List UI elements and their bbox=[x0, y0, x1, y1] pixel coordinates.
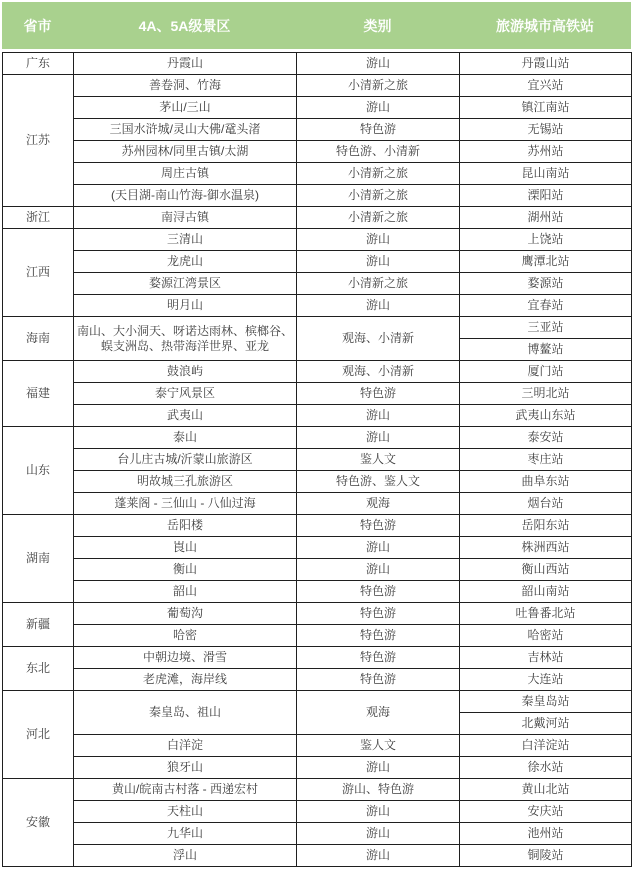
scenic-cell: 韶山 bbox=[74, 581, 297, 603]
category-cell: 游山 bbox=[297, 559, 460, 581]
header-col-category: 类别 bbox=[363, 17, 392, 34]
table-row bbox=[3, 405, 632, 427]
category-cell: 观海、小清新 bbox=[297, 361, 460, 383]
station-cell: 徐水站 bbox=[460, 757, 632, 779]
province-cell: 浙江 bbox=[3, 207, 74, 229]
station-cell: 韶山南站 bbox=[460, 581, 632, 603]
category-cell: 观海、小清新 bbox=[297, 317, 460, 361]
table-header bbox=[2, 2, 631, 49]
table-row bbox=[3, 449, 632, 471]
scenic-cell: 浮山 bbox=[74, 845, 297, 867]
province-cell: 广东 bbox=[3, 53, 74, 75]
scenic-cell: 葡萄沟 bbox=[74, 603, 297, 625]
station-cell: 烟台站 bbox=[460, 493, 632, 515]
table-row bbox=[3, 669, 632, 691]
table-row bbox=[3, 779, 632, 801]
table-row bbox=[3, 559, 632, 581]
scenic-cell: 黄山/皖南古村落 - 西递宏村 bbox=[74, 779, 297, 801]
category-cell: 特色游 bbox=[297, 603, 460, 625]
category-cell: 鉴人文 bbox=[297, 449, 460, 471]
station-cell: 三明北站 bbox=[460, 383, 632, 405]
table-row bbox=[3, 515, 632, 537]
province-cell: 东北 bbox=[3, 647, 74, 691]
category-cell: 小清新之旅 bbox=[297, 207, 460, 229]
scenic-cell: 丹霞山 bbox=[74, 53, 297, 75]
station-cell: 岳阳东站 bbox=[460, 515, 632, 537]
category-cell: 特色游、小清新 bbox=[297, 141, 460, 163]
province-cell: 河北 bbox=[3, 691, 74, 779]
table-row bbox=[3, 207, 632, 229]
station-cell: 昆山南站 bbox=[460, 163, 632, 185]
category-cell: 观海 bbox=[297, 691, 460, 735]
station-cell: 鹰潭北站 bbox=[460, 251, 632, 273]
table-row bbox=[3, 471, 632, 493]
scenic-cell: 南山、大小洞天、呀诺达雨林、槟榔谷、蜈支洲岛、热带海洋世界、亚龙 bbox=[74, 317, 297, 361]
station-cell: 苏州站 bbox=[460, 141, 632, 163]
category-cell: 特色游、鉴人文 bbox=[297, 471, 460, 493]
data-table bbox=[2, 52, 632, 867]
table-body bbox=[3, 53, 632, 867]
table-row bbox=[3, 493, 632, 515]
category-cell: 游山 bbox=[297, 845, 460, 867]
station-cell: 丹霞山站 bbox=[460, 53, 632, 75]
table-row bbox=[3, 801, 632, 823]
station-cell: 株洲西站 bbox=[460, 537, 632, 559]
category-cell: 游山 bbox=[297, 295, 460, 317]
category-cell: 小清新之旅 bbox=[297, 185, 460, 207]
station-cell: 溧阳站 bbox=[460, 185, 632, 207]
scenic-cell: 秦皇岛、祖山 bbox=[74, 691, 297, 735]
province-cell: 江西 bbox=[3, 229, 74, 317]
station-cell: 秦皇岛站 bbox=[460, 691, 632, 713]
province-cell: 新疆 bbox=[3, 603, 74, 647]
scenic-cell: 南浔古镇 bbox=[74, 207, 297, 229]
station-cell: 无锡站 bbox=[460, 119, 632, 141]
table-row bbox=[3, 273, 632, 295]
category-cell: 游山 bbox=[297, 97, 460, 119]
table-row bbox=[3, 383, 632, 405]
station-cell: 吉林站 bbox=[460, 647, 632, 669]
station-cell: 曲阜东站 bbox=[460, 471, 632, 493]
station-cell: 安庆站 bbox=[460, 801, 632, 823]
scenic-cell: 鼓浪屿 bbox=[74, 361, 297, 383]
category-cell: 游山 bbox=[297, 801, 460, 823]
scenic-cell: 明月山 bbox=[74, 295, 297, 317]
table-row bbox=[3, 229, 632, 251]
station-cell: 泰安站 bbox=[460, 427, 632, 449]
scenic-cell: 苏州园林/同里古镇/太湖 bbox=[74, 141, 297, 163]
category-cell: 游山 bbox=[297, 757, 460, 779]
table-row bbox=[3, 735, 632, 757]
station-cell: 博鳌站 bbox=[460, 339, 632, 361]
table-row bbox=[3, 845, 632, 867]
category-cell: 游山 bbox=[297, 823, 460, 845]
category-cell: 游山 bbox=[297, 537, 460, 559]
scenic-cell: 岳阳楼 bbox=[74, 515, 297, 537]
scenic-cell: 善卷洞、竹海 bbox=[74, 75, 297, 97]
scenic-cell: 三国水浒城/灵山大佛/鼋头渚 bbox=[74, 119, 297, 141]
table-row bbox=[3, 625, 632, 647]
station-cell: 白洋淀站 bbox=[460, 735, 632, 757]
table-row bbox=[3, 97, 632, 119]
scenic-cell: 三清山 bbox=[74, 229, 297, 251]
station-cell: 池州站 bbox=[460, 823, 632, 845]
category-cell: 游山 bbox=[297, 405, 460, 427]
table-row bbox=[3, 691, 632, 713]
station-cell: 厦门站 bbox=[460, 361, 632, 383]
station-cell: 哈密站 bbox=[460, 625, 632, 647]
scenic-cell: 老虎滩，海岸线 bbox=[74, 669, 297, 691]
table-row bbox=[3, 581, 632, 603]
province-cell: 江苏 bbox=[3, 75, 74, 207]
table-row bbox=[3, 163, 632, 185]
scenic-cell: 中朝边境、滑雪 bbox=[74, 647, 297, 669]
scenic-cell: 天柱山 bbox=[74, 801, 297, 823]
category-cell: 游山 bbox=[297, 251, 460, 273]
station-cell: 上饶站 bbox=[460, 229, 632, 251]
province-cell: 海南 bbox=[3, 317, 74, 361]
table-row bbox=[3, 427, 632, 449]
scenic-cell: 狼牙山 bbox=[74, 757, 297, 779]
station-cell: 吐鲁番北站 bbox=[460, 603, 632, 625]
category-cell: 特色游 bbox=[297, 515, 460, 537]
category-cell: 特色游 bbox=[297, 647, 460, 669]
scenic-cell: 茅山/三山 bbox=[74, 97, 297, 119]
station-cell: 北戴河站 bbox=[460, 713, 632, 735]
station-cell: 三亚站 bbox=[460, 317, 632, 339]
province-cell: 山东 bbox=[3, 427, 74, 515]
category-cell: 特色游 bbox=[297, 669, 460, 691]
station-cell: 婺源站 bbox=[460, 273, 632, 295]
table-row bbox=[3, 603, 632, 625]
station-cell: 衡山西站 bbox=[460, 559, 632, 581]
table-row bbox=[3, 647, 632, 669]
province-cell: 安徽 bbox=[3, 779, 74, 867]
scenic-cell: 哈密 bbox=[74, 625, 297, 647]
category-cell: 游山 bbox=[297, 427, 460, 449]
scenic-cell: 白洋淀 bbox=[74, 735, 297, 757]
table-row bbox=[3, 75, 632, 97]
category-cell: 游山 bbox=[297, 229, 460, 251]
scenic-cell: (天目湖-南山竹海-御水温泉) bbox=[74, 185, 297, 207]
table-row bbox=[3, 537, 632, 559]
table-row bbox=[3, 251, 632, 273]
table-row bbox=[3, 317, 632, 339]
header-col-province: 省市 bbox=[23, 17, 52, 34]
header-col-scenic: 4A、5A级景区 bbox=[138, 17, 231, 34]
category-cell: 游山 bbox=[297, 53, 460, 75]
category-cell: 特色游 bbox=[297, 383, 460, 405]
station-cell: 枣庄站 bbox=[460, 449, 632, 471]
scenic-cell: 周庄古镇 bbox=[74, 163, 297, 185]
category-cell: 游山、特色游 bbox=[297, 779, 460, 801]
station-cell: 宜兴站 bbox=[460, 75, 632, 97]
category-cell: 小清新之旅 bbox=[297, 75, 460, 97]
scenic-cell: 蓬莱阁 - 三仙山 - 八仙过海 bbox=[74, 493, 297, 515]
category-cell: 小清新之旅 bbox=[297, 273, 460, 295]
table-row bbox=[3, 53, 632, 75]
scenic-cell: 泰宁风景区 bbox=[74, 383, 297, 405]
table-row bbox=[3, 185, 632, 207]
scenic-cell: 台儿庄古城/沂蒙山旅游区 bbox=[74, 449, 297, 471]
station-cell: 铜陵站 bbox=[460, 845, 632, 867]
province-cell: 湖南 bbox=[3, 515, 74, 603]
category-cell: 特色游 bbox=[297, 119, 460, 141]
category-cell: 特色游 bbox=[297, 581, 460, 603]
category-cell: 鉴人文 bbox=[297, 735, 460, 757]
scenic-cell: 明故城三孔旅游区 bbox=[74, 471, 297, 493]
station-cell: 湖州站 bbox=[460, 207, 632, 229]
scenic-cell: 婺源江湾景区 bbox=[74, 273, 297, 295]
scenic-cell: 崀山 bbox=[74, 537, 297, 559]
scenic-cell: 龙虎山 bbox=[74, 251, 297, 273]
scenic-cell: 衡山 bbox=[74, 559, 297, 581]
category-cell: 小清新之旅 bbox=[297, 163, 460, 185]
station-cell: 武夷山东站 bbox=[460, 405, 632, 427]
table-row bbox=[3, 361, 632, 383]
station-cell: 大连站 bbox=[460, 669, 632, 691]
header-col-station: 旅游城市高铁站 bbox=[496, 17, 594, 34]
scenic-cell: 武夷山 bbox=[74, 405, 297, 427]
category-cell: 观海 bbox=[297, 493, 460, 515]
station-cell: 宜春站 bbox=[460, 295, 632, 317]
table-row bbox=[3, 295, 632, 317]
scenic-cell: 九华山 bbox=[74, 823, 297, 845]
category-cell: 特色游 bbox=[297, 625, 460, 647]
scenic-cell: 泰山 bbox=[74, 427, 297, 449]
table-row bbox=[3, 141, 632, 163]
province-cell: 福建 bbox=[3, 361, 74, 427]
table-row bbox=[3, 757, 632, 779]
table-row bbox=[3, 119, 632, 141]
station-cell: 镇江南站 bbox=[460, 97, 632, 119]
table-row bbox=[3, 823, 632, 845]
station-cell: 黄山北站 bbox=[460, 779, 632, 801]
